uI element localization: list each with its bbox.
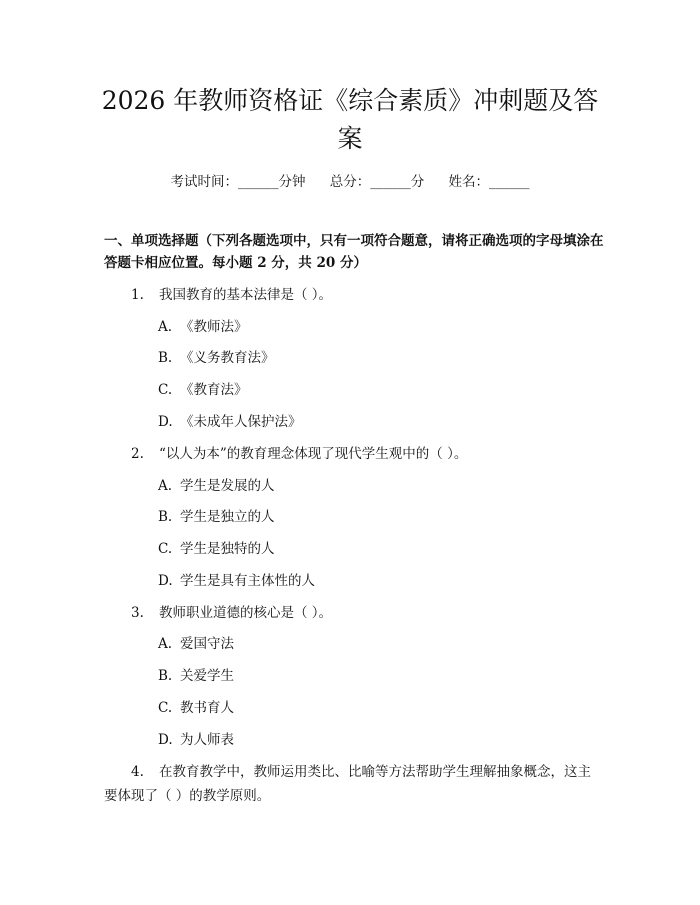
exam-time-label: 考试时间：______分钟 <box>170 174 306 190</box>
question-3-option-a <box>158 632 234 652</box>
option-text: 教书育人 <box>180 700 234 716</box>
question-number: 3. <box>131 605 144 621</box>
question-2-option-c <box>158 537 275 557</box>
question-3-option-d <box>158 728 234 748</box>
question-2-option-a <box>158 474 275 494</box>
option-text: 为人师表 <box>180 732 234 748</box>
question-4 <box>104 760 604 808</box>
question-text: 教师职业道德的核心是（ ）。 <box>159 605 333 621</box>
question-3 <box>131 601 332 621</box>
question-2-option-b <box>158 505 275 525</box>
question-2 <box>131 442 467 462</box>
exam-meta <box>0 170 700 190</box>
question-1-option-b <box>158 346 275 366</box>
question-number: 2. <box>131 446 144 462</box>
option-letter: D. <box>158 573 173 589</box>
question-1-option-d <box>158 410 302 430</box>
question-number: 1. <box>131 287 144 303</box>
option-letter: D. <box>158 732 173 748</box>
option-letter: C. <box>158 382 173 398</box>
question-3-option-c <box>158 696 234 716</box>
option-text: 学生是发展的人 <box>180 478 275 494</box>
option-text: 关爱学生 <box>180 668 234 684</box>
option-text: 《义务教育法》 <box>180 350 275 366</box>
total-score-label: 总分：______分 <box>329 174 425 190</box>
option-text: 学生是具有主体性的人 <box>180 573 315 589</box>
option-letter: A. <box>158 319 173 335</box>
option-text: 学生是独特的人 <box>180 541 275 557</box>
option-text: 爱国守法 <box>180 636 234 652</box>
option-letter: C. <box>158 541 173 557</box>
student-name-label: 姓名：______ <box>448 174 530 190</box>
question-text: 我国教育的基本法律是（ ）。 <box>159 287 333 303</box>
option-letter: A. <box>158 636 173 652</box>
question-number: 4. <box>131 764 144 780</box>
section-heading: 一、单项选择题（下列各题选项中，只有一项符合题意，请将正确选项的字母填涂在答题卡相应位置。每小题 2 分，共 20 分） <box>104 233 604 271</box>
option-text: 学生是独立的人 <box>180 509 275 525</box>
option-letter: B. <box>158 509 173 525</box>
question-2-option-d <box>158 569 315 589</box>
option-text: 《未成年人保护法》 <box>180 414 302 430</box>
question-text: “以人为本”的教育理念体现了现代学生观中的（ ）。 <box>159 446 468 462</box>
question-1-option-a <box>158 315 248 335</box>
option-text: 《教育法》 <box>180 382 248 398</box>
option-letter: B. <box>158 350 173 366</box>
question-text: 在教育教学中，教师运用类比、比喻等方法帮助学生理解抽象概念，这主要体现了（ ）的教学原则。 <box>104 764 591 804</box>
option-letter: D. <box>158 414 173 430</box>
option-text: 《教师法》 <box>180 319 248 335</box>
option-letter: C. <box>158 700 173 716</box>
option-letter: B. <box>158 668 173 684</box>
document-title: 2026 年教师资格证《综合素质》冲刺题及答案 <box>101 86 599 153</box>
option-letter: A. <box>158 478 173 494</box>
question-3-option-b <box>158 664 234 684</box>
question-1-option-c <box>158 378 248 398</box>
question-1 <box>131 283 332 303</box>
